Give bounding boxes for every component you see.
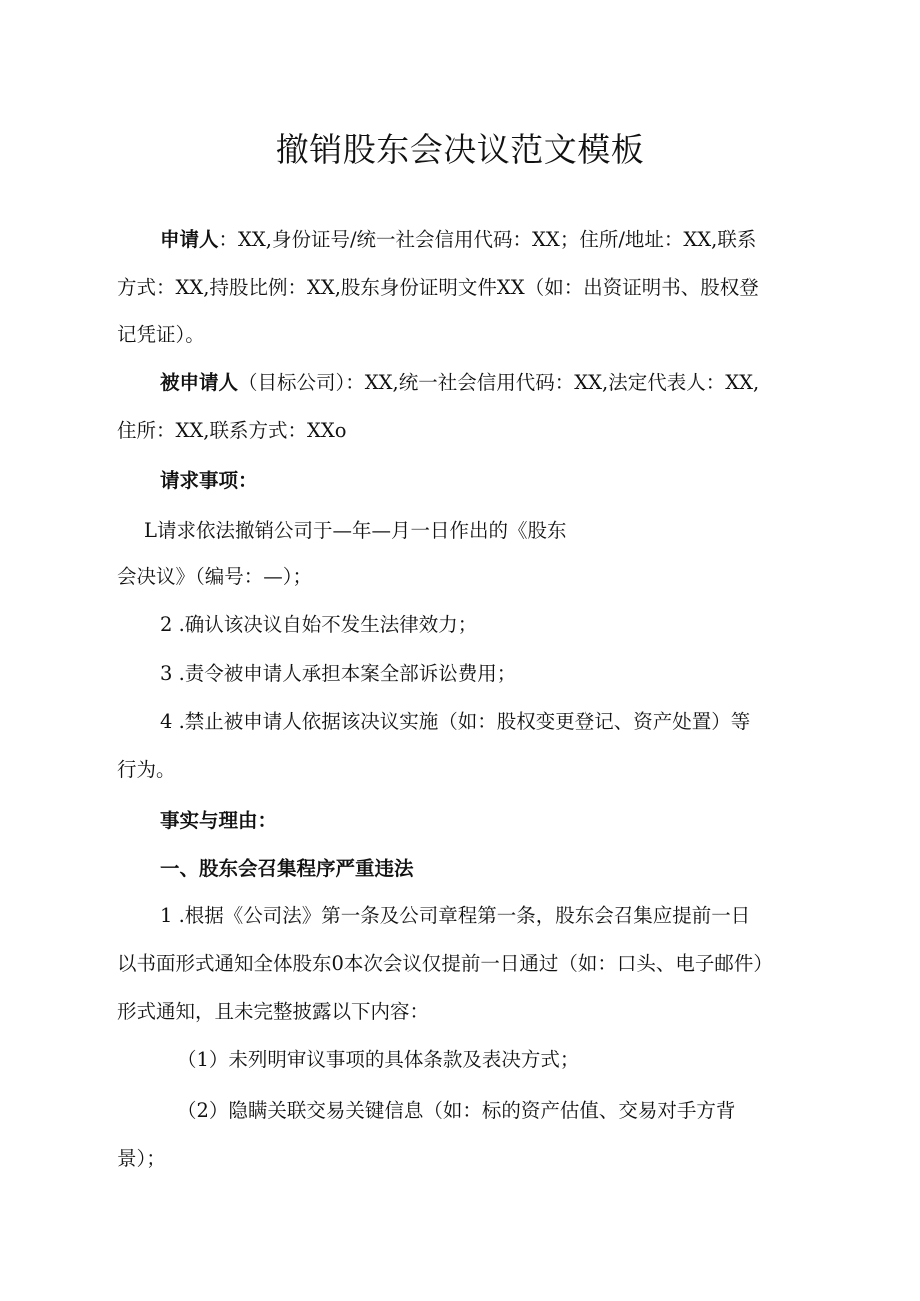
respondent-line-1 [117,359,860,407]
respondent-label: 被申请人 [160,371,239,394]
claim-item-1-line-1: L请求依法撤销公司于—年—月一日作出的《股东 [144,519,567,542]
applicant-line-1-text: ：XX,身份证号/统一社会信用代码：XX；住所/地址：XX,联系 [218,228,757,251]
facts-sub-item-1: （1）未列明审议事项的具体条款及表决方式； [177,1048,580,1071]
claim-item-2: 2 .确认该决议自始不发生法律效力； [160,613,478,636]
respondent-line-2: 住所：XX,联系方式：XXo [117,419,347,442]
facts-sub-item-2-line-1: （2）隐瞒关联交易关键信息（如：标的资产估值、交易对手方背 [177,1099,736,1122]
claim-item-1-line-2: 会决议》（编号：—）； [117,565,313,588]
claim-item-4-line-1: 4 .禁止被申请人依据该决议实施（如：股权变更登记、资产处置）等 [160,710,751,733]
applicant-line-2: 方式：XX,持股比例：XX,股东身份证明文件XX（如：出资证明书、股权登 [117,276,759,299]
facts-para-1-line-3: 形式通知，且未完整披露以下内容： [117,1000,430,1023]
respondent-line-1-text: （目标公司）：XX,统一社会信用代码：XX,法定代表人：XX, [238,371,760,394]
facts-heading: 事实与理由： [160,809,278,832]
applicant-label: 申请人 [160,228,219,251]
claim-item-4-line-2: 行为。 [117,758,176,781]
applicant-line-1 [117,216,860,264]
applicant-line-3: 记凭证）。 [117,323,205,346]
claim-item-3: 3 .责令被申请人承担本案全部诉讼费用； [160,662,517,685]
section-1-heading: 一、股东会召集程序严重违法 [160,857,414,880]
facts-para-1-line-2: 以书面形式通知全体股东0本次会议仅提前一日通过（如：口头、电子邮件） [117,952,773,975]
claims-heading: 请求事项： [160,469,258,492]
facts-para-1-line-1: 1 .根据《公司法》第一条及公司章程第一条，股东会召集应提前一日 [160,904,751,927]
document-title: 撤销股东会决议范文模板 [275,130,645,169]
facts-sub-item-2-line-2: 景）； [117,1147,166,1170]
